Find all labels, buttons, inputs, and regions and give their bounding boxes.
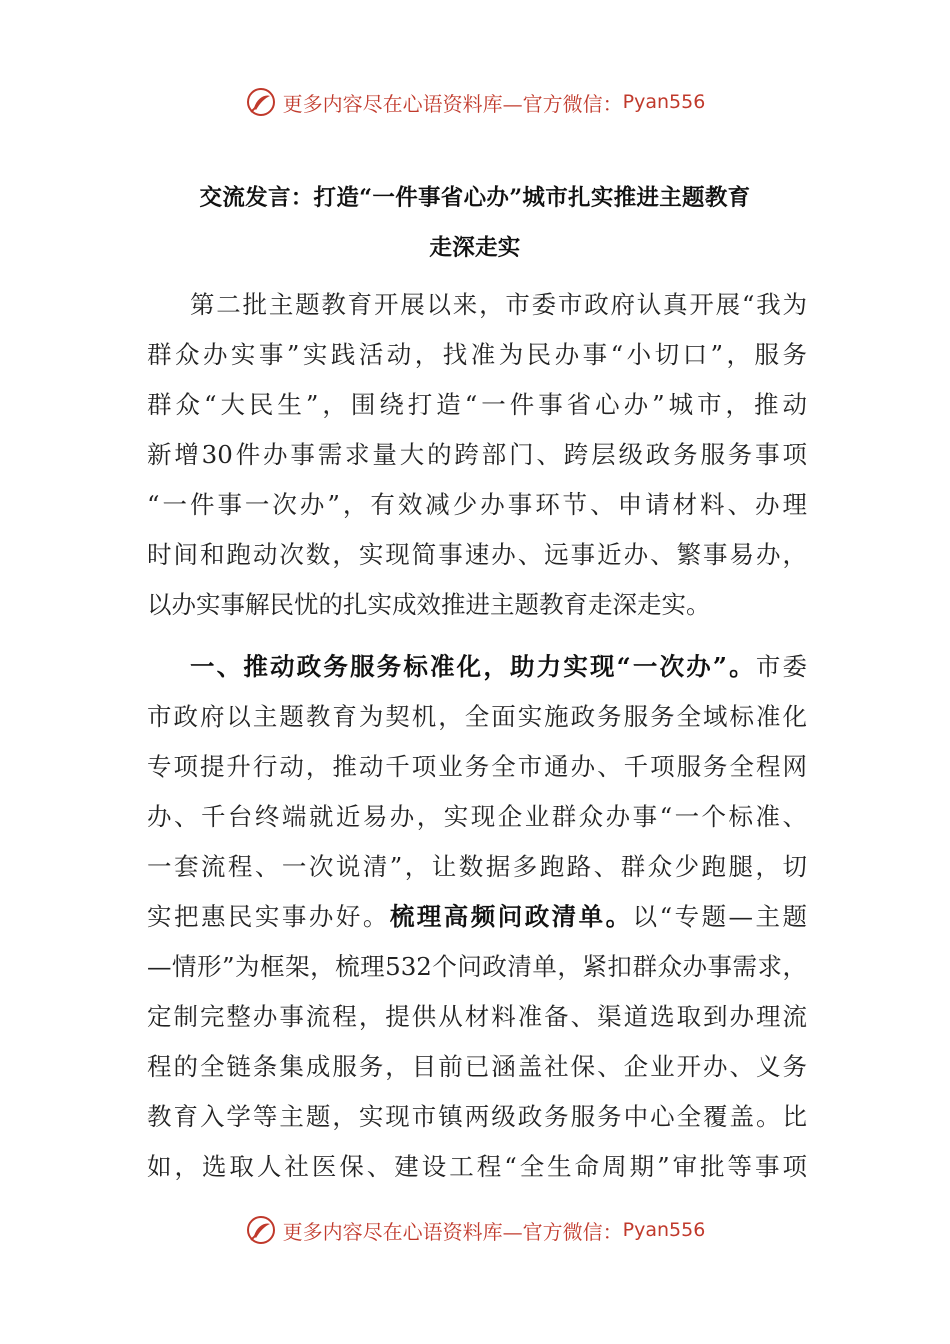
paragraph-2-line: 办、千台终端就近易办，实现企业群众办事“一个标准、 [147, 802, 807, 831]
subsection-heading: 梳理高频问政清单。 [389, 902, 633, 931]
document-title-line-1: 交流发言：打造“一件事省心办”城市扎实推进主题教育 [199, 185, 751, 211]
paragraph-2-line: 如，选取人社医保、建设工程“全生命周期”审批等事项 [147, 1152, 807, 1181]
document-body [147, 287, 807, 1199]
section-1-heading-tail: 市委 [755, 652, 808, 681]
paragraph-2-line: 教育入学等主题，实现市镇两级政务服务中心全覆盖。比 [147, 1102, 807, 1131]
paragraph-2-line: 市政府以主题教育为契机，全面实施政务服务全域标准化 [147, 702, 807, 731]
paragraph-2-text: 实把惠民实事办好。 [147, 902, 390, 931]
paragraph-1-line: 以办实事解民忧的扎实成效推进主题教育走深走实。 [147, 590, 711, 619]
paragraph-2-text: 以“专题—主题 [632, 902, 808, 931]
watermark-wechat-id: Pyan556 [622, 1219, 706, 1241]
paragraph-2-line: 定制完整办事流程，提供从材料准备、渠道选取到办理流 [147, 1002, 807, 1031]
pen-swirl-logo-icon [245, 86, 277, 118]
paragraph-2-mixed-line [147, 899, 807, 949]
section-1-heading-line [147, 649, 807, 699]
paragraph-1-line: 时间和跑动次数，实现简事速办、远事近办、繁事易办， [147, 540, 807, 569]
paragraph-2-line: —情形”为框架，梳理532个问政清单，紧扣群众办事需求， [147, 952, 807, 981]
paragraph-2-line: 程的全链条集成服务，目前已涵盖社保、企业开办、义务 [147, 1052, 807, 1081]
document-title-line-2: 走深走实 [429, 235, 521, 261]
paragraph-2-line: 专项提升行动，推动千项业务全市通办、千项服务全程网 [147, 752, 807, 781]
paragraph-1-line: 群众办实事”实践活动，找准为民办事“小切口”，服务 [147, 340, 807, 369]
watermark-footer [0, 1210, 950, 1250]
paragraph-1-line: 新增30件办事需求量大的跨部门、跨层级政务服务事项 [147, 440, 807, 469]
paragraph-1-line: “一件事一次办”，有效减少办事环节、申请材料、办理 [147, 490, 807, 519]
watermark-header [0, 82, 950, 122]
paragraph-2-line: 一套流程、一次说清”，让数据多跑路、群众少跑腿，切 [147, 852, 807, 881]
watermark-text: 更多内容尽在心语资料库—官方微信： [282, 1219, 623, 1244]
section-1-heading: 一、推动政务服务标准化，助力实现“一次办”。 [190, 652, 756, 681]
paragraph-1-line: 第二批主题教育开展以来，市委市政府认真开展“我为 [190, 290, 807, 319]
pen-swirl-logo-icon [245, 1214, 277, 1246]
watermark-text: 更多内容尽在心语资料库—官方微信： [282, 91, 623, 116]
watermark-wechat-id: Pyan556 [622, 91, 706, 113]
paragraph-1-line: 群众“大民生”，围绕打造“一件事省心办”城市，推动 [147, 390, 807, 419]
